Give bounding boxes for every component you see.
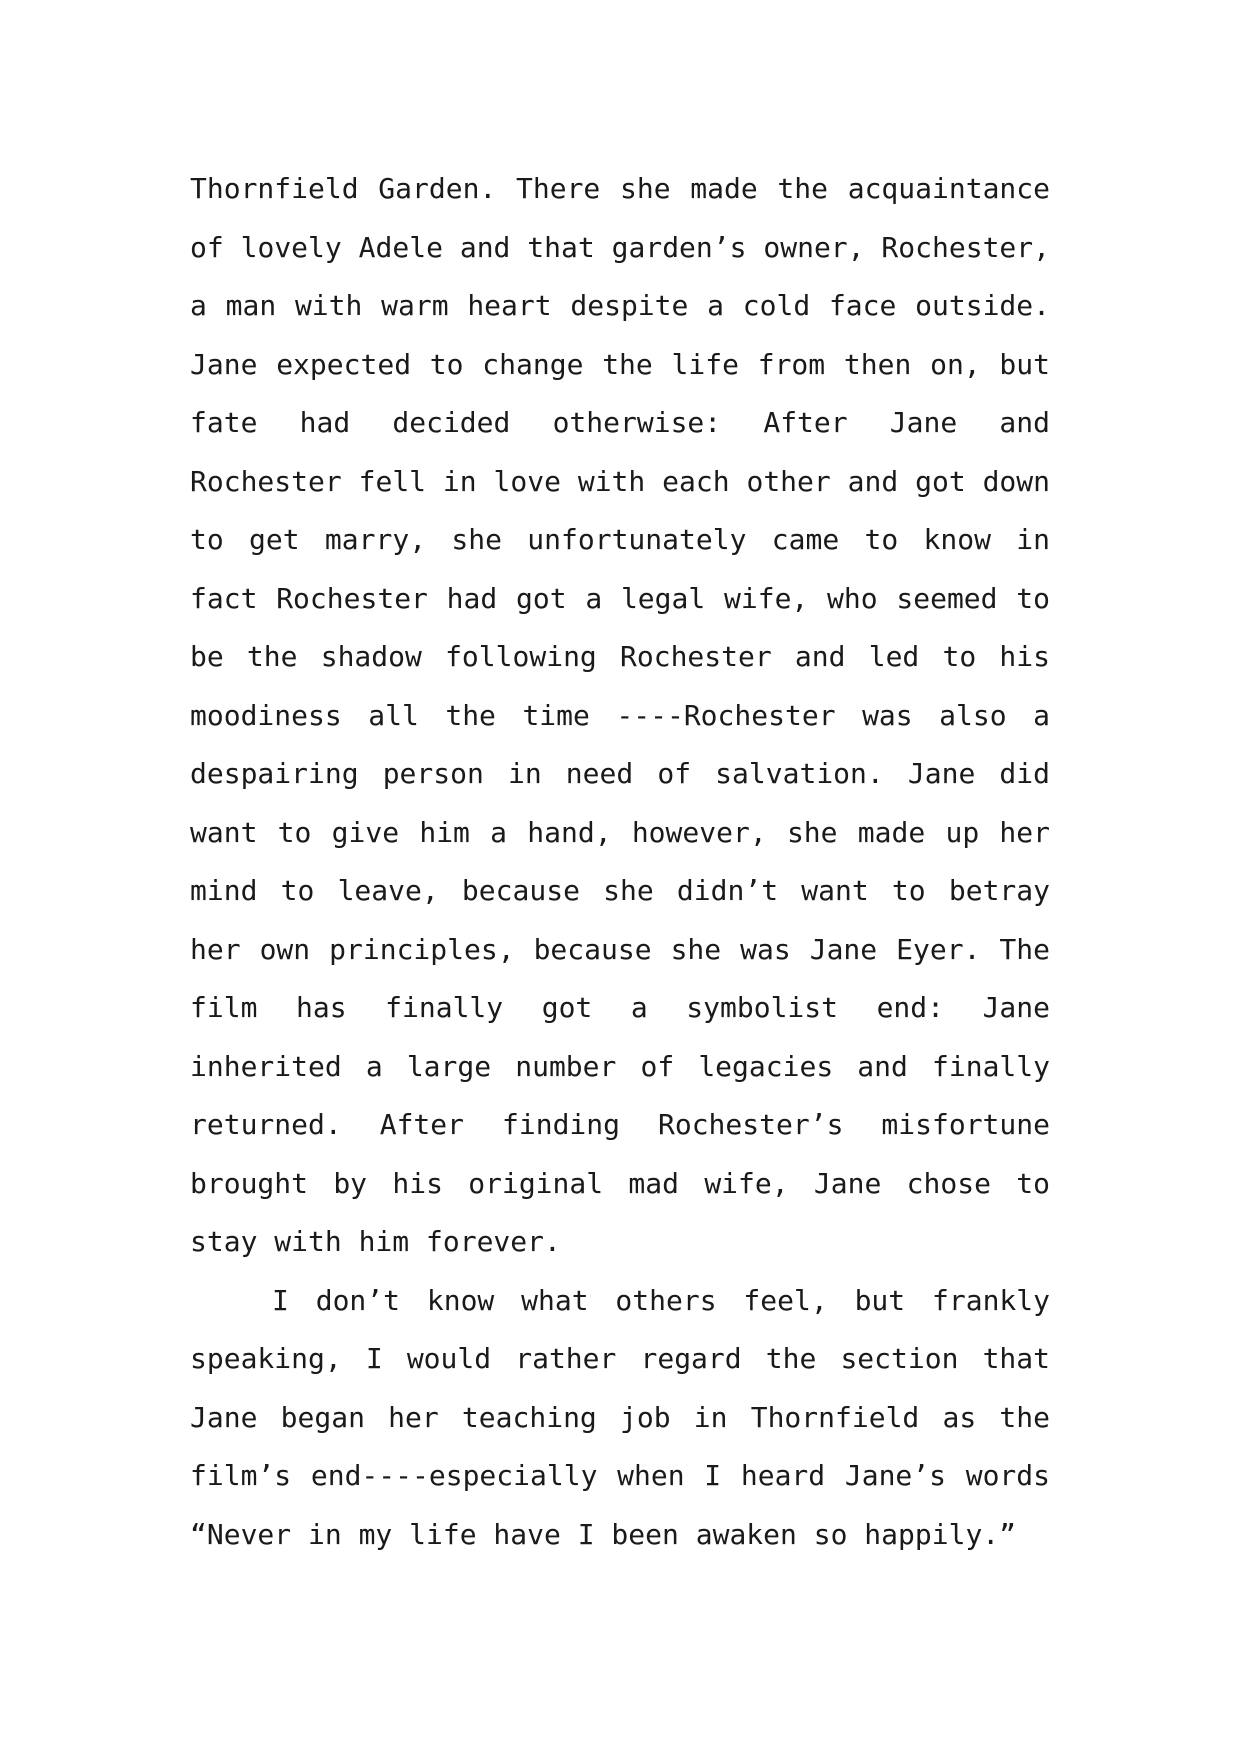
text-line: a man with warm heart despite a cold face outside. xyxy=(190,289,1050,322)
text-line: of lovely Adele and that garden’s owner, Rochester, xyxy=(190,230,1050,264)
text-line: Thornfield Garden. There she made the acquaintance xyxy=(190,172,1050,205)
text-line: be the shadow following Rochester and led to his xyxy=(190,640,1050,673)
text-line: want to give him a hand, however, she made up her xyxy=(190,815,1050,849)
text-line: to get marry, she unfortunately came to know in xyxy=(190,523,1050,556)
text-line: stay with him forever. xyxy=(190,1225,561,1258)
text-line: film has finally got a symbolist end: Jane xyxy=(190,991,1050,1024)
body-text xyxy=(190,160,1050,1564)
text-line: Rochester fell in love with each other and got down xyxy=(190,464,1050,498)
text-line: I don’t know what others feel, but frankly xyxy=(272,1283,1050,1317)
text-line: mind to leave, because she didn’t want to betray xyxy=(190,874,1050,907)
text-line: brought by his original mad wife, Jane chose to xyxy=(190,1166,1050,1200)
text-line: moodiness all the time ----Rochester was also a xyxy=(190,698,1050,732)
text-line: returned. After finding Rochester’s misfortune xyxy=(190,1108,1050,1141)
text-line: Jane began her teaching job in Thornfield as the xyxy=(190,1400,1050,1434)
text-line: her own principles, because she was Jane Eyer. The xyxy=(190,932,1050,966)
text-line: film’s end----especially when I heard Jane’s words xyxy=(190,1459,1050,1492)
text-line: Jane expected to change the life from then on, but xyxy=(190,347,1050,381)
text-line: fate had decided otherwise: After Jane and xyxy=(190,406,1050,439)
text-line: inherited a large number of legacies and finally xyxy=(190,1049,1050,1083)
text-line: despairing person in need of salvation. Jane did xyxy=(190,757,1050,790)
text-line: speaking, I would rather regard the section that xyxy=(190,1342,1050,1375)
text-line: fact Rochester had got a legal wife, who seemed to xyxy=(190,581,1050,615)
text-line: “Never in my life have I been awaken so happily.” xyxy=(190,1517,1017,1551)
